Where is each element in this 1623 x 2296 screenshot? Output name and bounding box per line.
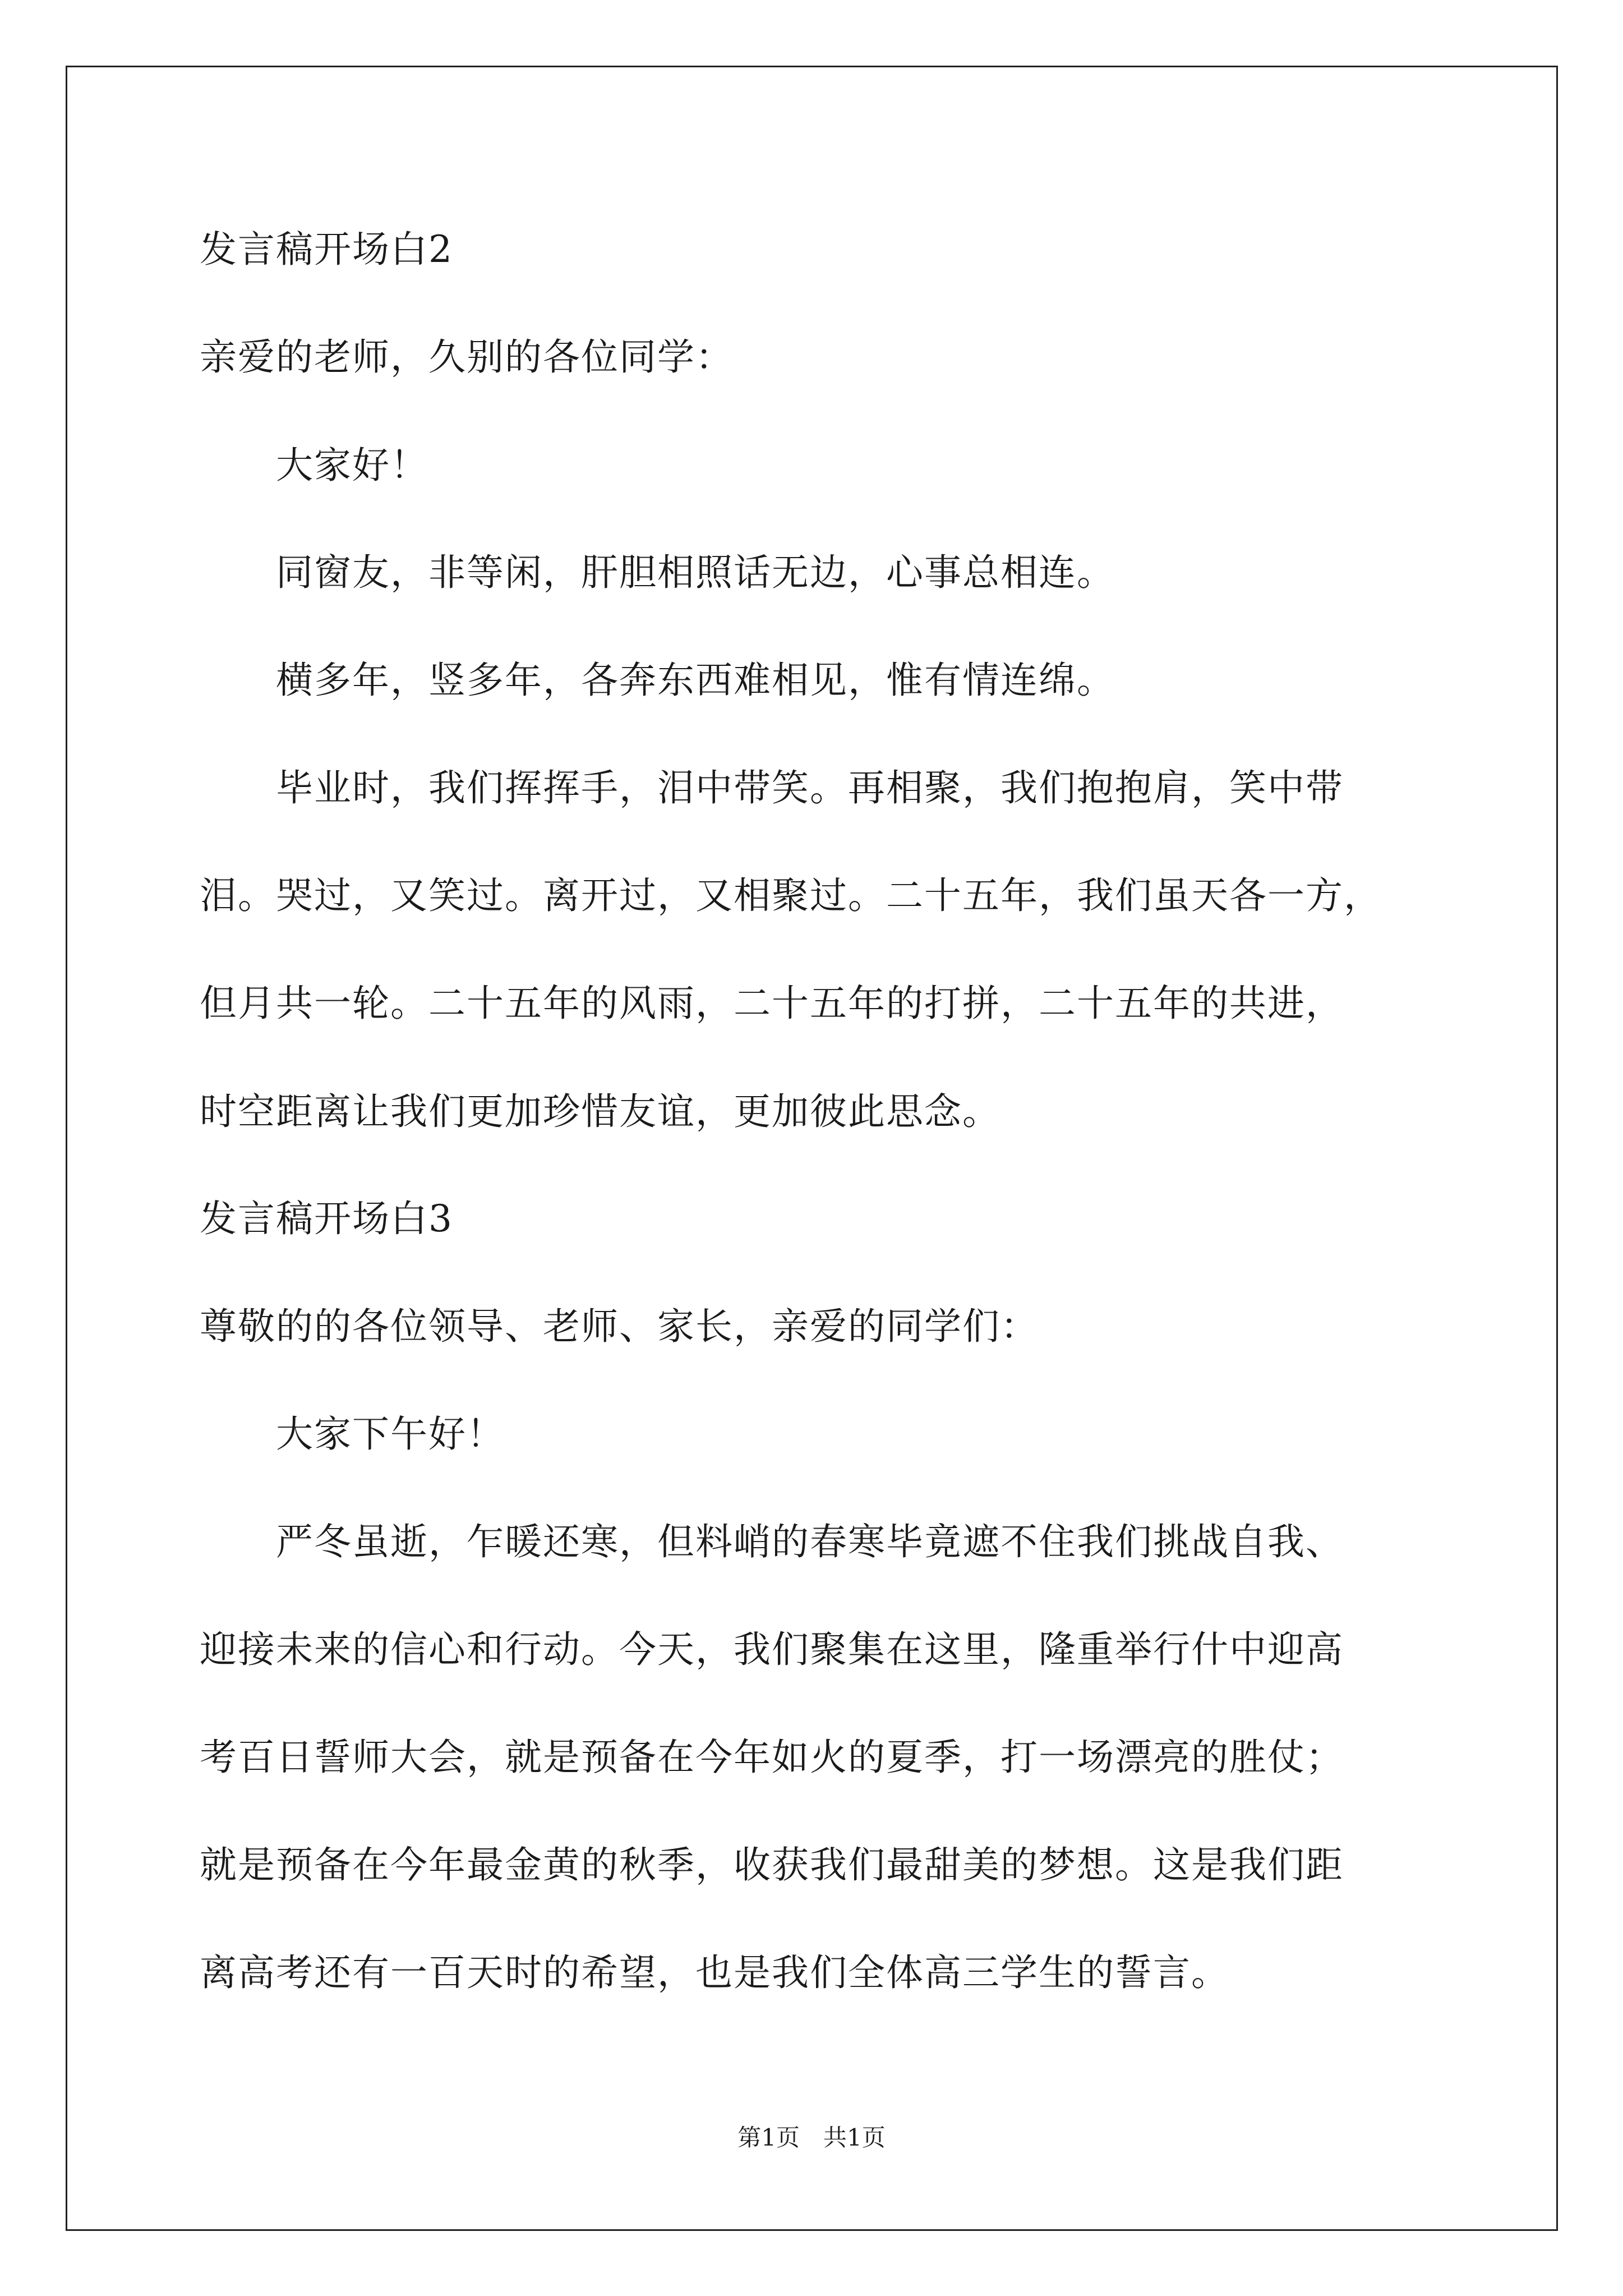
paragraph-line: 离高考还有一百天时的希望，也是我们全体高三学生的誓言。 xyxy=(200,1951,1229,1994)
page-number-footer: 第1页 共1页 xyxy=(737,2124,886,2151)
paragraph-line: 就是预备在今年最金黄的秋季，收获我们最甜美的梦想。这是我们距 xyxy=(200,1843,1344,1887)
section-heading-2: 发言稿开场白2 xyxy=(200,228,453,271)
paragraph-line: 迎接未来的信心和行动。今天，我们聚集在这里，隆重举行什中迎高 xyxy=(200,1628,1344,1671)
paragraph-line: 毕业时，我们挥挥手，泪中带笑。再相聚，我们抱抱肩，笑中带 xyxy=(200,766,1344,809)
section-heading-3: 发言稿开场白3 xyxy=(200,1197,453,1240)
paragraph-line: 同窗友，非等闲，肝胆相照话无边，心事总相连。 xyxy=(200,551,1115,594)
paragraph-line: 但月共一轮。二十五年的风雨，二十五年的打拼，二十五年的共进， xyxy=(200,982,1344,1025)
greeting: 大家下午好！ xyxy=(200,1412,505,1456)
paragraph-line: 泪。哭过，又笑过。离开过，又相聚过。二十五年，我们虽天各一方， xyxy=(200,874,1382,917)
paragraph-line: 横多年，竖多年，各奔东西难相见，惟有情连绵。 xyxy=(200,659,1115,702)
paragraph-line: 时空距离让我们更加珍惜友谊，更加彼此思念。 xyxy=(200,1090,1000,1133)
paragraph-line: 严冬虽逝，乍暖还寒，但料峭的春寒毕竟遮不住我们挑战自我、 xyxy=(200,1520,1344,1563)
salutation: 亲爱的老师，久别的各位同学： xyxy=(200,335,734,379)
page-border xyxy=(66,66,1558,2231)
salutation: 尊敬的的各位领导、老师、家长，亲爱的同学们： xyxy=(200,1305,1039,1348)
paragraph-line: 考百日誓师大会，就是预备在今年如火的夏季，打一场漂亮的胜仗； xyxy=(200,1736,1344,1779)
greeting: 大家好！ xyxy=(200,444,428,487)
